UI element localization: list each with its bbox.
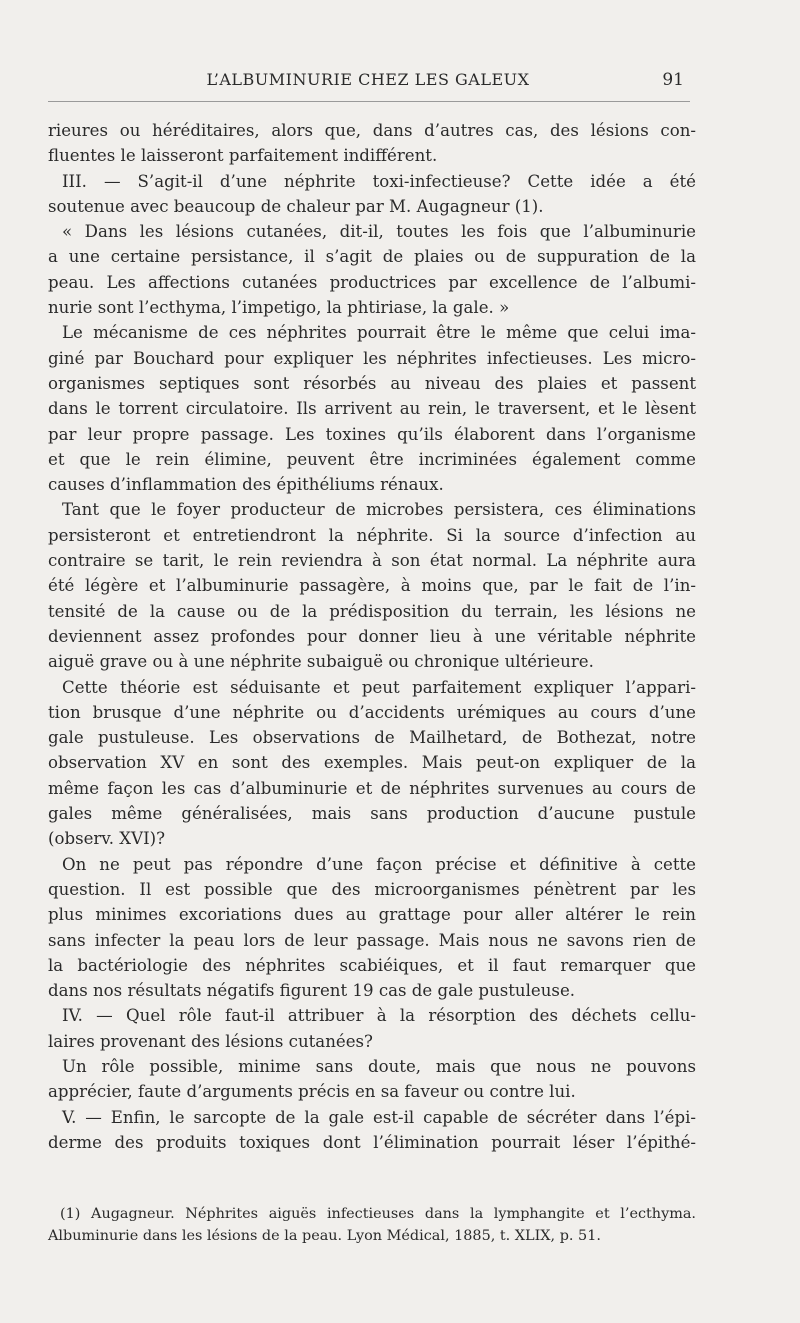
text-line: III. — S’agit-il d’une néphrite toxi-infectieuse? Cette idée a été (62, 171, 696, 191)
text-line: Cette théorie est séduisante et peut parfaitement expliquer l’appari- (62, 677, 696, 697)
text-line: la bactériologie des néphrites scabiéiques, et il faut remarquer que (48, 955, 696, 975)
text-line: nurie sont l’ecthyma, l’impetigo, la phtiriase, la gale. » (48, 298, 510, 318)
footnote-line: (1) Augagneur. Néphrites aiguës infectieuses dans la lymphangite et l’ecthyma. (60, 1206, 696, 1222)
text-line: deviennent assez profondes pour donner lieu à une véritable néphrite (48, 626, 696, 646)
text-line: tion brusque d’une néphrite ou d’accidents urémiques au cours d’une (48, 702, 696, 722)
text-line: Tant que le foyer producteur de microbes persistera, ces éliminations (62, 500, 696, 520)
footnotes (48, 1203, 696, 1247)
text-line: sans infecter la peau lors de leur passage. Mais nous ne savons rien de (48, 930, 696, 950)
text-line: laires provenant des lésions cutanées? (48, 1031, 373, 1051)
text-line: même façon les cas d’albuminurie et de néphrites survenues au cours de (48, 778, 696, 798)
text-line: rieures ou héréditaires, alors que, dans d’autres cas, des lésions con- (48, 121, 696, 140)
text-line: dans le torrent circulatoire. Ils arrivent au rein, le traversent, et le lèsent (48, 399, 696, 419)
text-line: Le mécanisme de ces néphrites pourrait être le même que celui ima- (62, 323, 696, 343)
text-line: été légère et l’albuminurie passagère, à moins que, par le fait de l’in- (48, 576, 696, 596)
page-number: 91 (662, 70, 684, 90)
text-line: organismes septiques sont résorbés au niveau des plaies et passent (48, 373, 696, 393)
text-line: observation XV en sont des exemples. Mais peut-on expliquer de la (48, 753, 696, 773)
text-line: persisteront et entretiendront la néphrite. Si la source d’infection au (48, 525, 696, 545)
text-line: question. Il est possible que des microorganismes pénètrent par les (48, 879, 696, 899)
text-line: dans nos résultats négatifs figurent 19 cas de gale pustuleuse. (48, 981, 576, 1001)
footnote-line: Albuminurie dans les lésions de la peau. Lyon Médical, 1885, t. XLIX, p. 51. (48, 1228, 601, 1244)
text-line: tensité de la cause ou de la prédisposition du terrain, les lésions ne (48, 601, 696, 621)
text-line: apprécier, faute d’arguments précis en sa faveur ou contre lui. (48, 1082, 576, 1102)
body-text (48, 118, 696, 1155)
text-line: Un rôle possible, minime sans doute, mais que nous ne pouvons (62, 1056, 696, 1076)
text-line: On ne peut pas répondre d’une façon précise et définitive à cette (62, 854, 696, 874)
text-line: contraire se tarit, le rein reviendra à son état normal. La néphrite aura (48, 551, 696, 571)
text-line: par leur propre passage. Les toxines qu’ils élaborent dans l’organisme (48, 424, 696, 444)
text-line: soutenue avec beaucoup de chaleur par M. Augagneur (1). (48, 196, 544, 216)
text-line: causes d’inflammation des épithéliums rénaux. (48, 475, 444, 495)
text-line: et que le rein élimine, peuvent être incriminées également comme (48, 449, 696, 469)
text-line: peau. Les affections cutanées productrices par excellence de l’albumi- (48, 272, 696, 292)
running-title: L’ALBUMINURIE CHEZ LES GALEUX (206, 70, 530, 89)
text-line: a une certaine persistance, il s’agit de plaies ou de suppuration de la (48, 247, 696, 267)
running-head (48, 66, 688, 92)
text-line: IV. — Quel rôle faut-il attribuer à la résorption des déchets cellu- (62, 1006, 696, 1026)
text-line: gales même généralisées, mais sans production d’aucune pustule (48, 804, 696, 824)
text-line: derme des produits toxiques dont l’élimination pourrait léser l’épithé- (48, 1132, 696, 1152)
text-line: aiguë grave ou à une néphrite subaiguë ou chronique ultérieure. (48, 652, 594, 672)
text-line: plus minimes excoriations dues au grattage pour aller altérer le rein (48, 905, 696, 925)
text-line: V. — Enfin, le sarcopte de la gale est-il capable de sécréter dans l’épi- (62, 1107, 696, 1127)
text-line: (observ. XVI)? (48, 829, 166, 849)
header-rule (48, 101, 690, 102)
text-line: fluentes le laisseront parfaitement indifférent. (48, 146, 438, 166)
text-line: « Dans les lésions cutanées, dit-il, toutes les fois que l’albuminurie (62, 222, 696, 242)
text-line: giné par Bouchard pour expliquer les néphrites infectieuses. Les micro- (48, 348, 696, 368)
text-line: gale pustuleuse. Les observations de Mailhetard, de Bothezat, notre (48, 728, 696, 748)
